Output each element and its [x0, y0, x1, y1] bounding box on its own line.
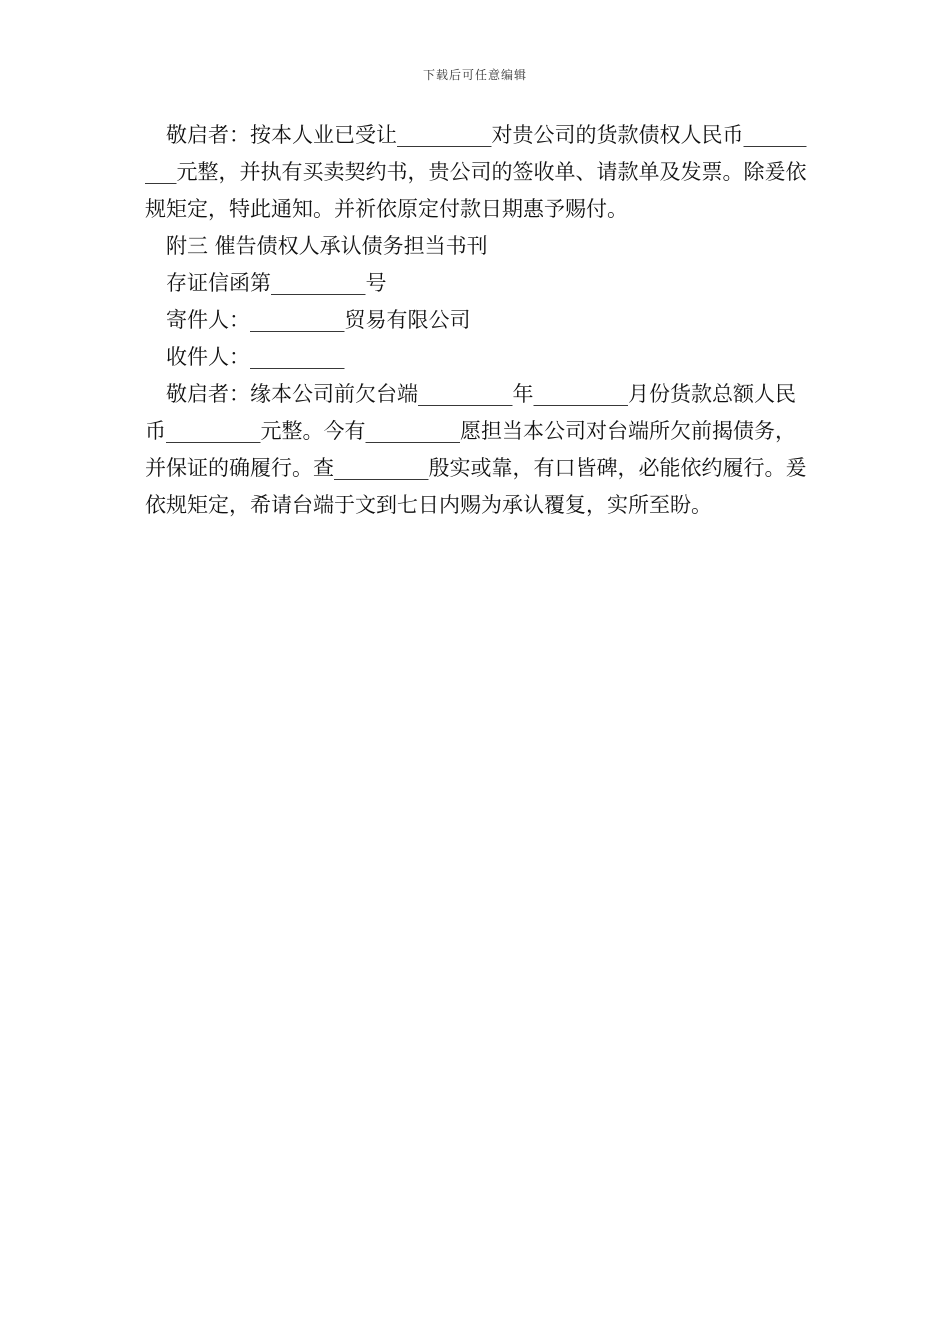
appendix-title: 附三 催告债权人承认债务担当书刊 [166, 234, 488, 258]
header-note: 下载后可任意编辑 [422, 68, 527, 82]
notice-paragraph: 敬启者：按本人业已受让_________对贵公司的货款债权人民币_________元整，并执有买卖契约书，贵公司的签收单、请款单及发票。除爰依规矩定，特此通知。并祈依原定付款日期惠予赐付。 [145, 123, 807, 221]
guarantee-paragraph: 敬启者：缘本公司前欠台端_________年_________月份货款总额人民币_________元整。今有_________愿担当本公司对台端所欠前揭债务，并保证的确履行。查_________殷实或靠，有口皆碑，必能依约履行。爰依规矩定，希请台端于文到七日内赐为承认覆复，实所至盼。 [145, 382, 807, 517]
document-body [145, 117, 810, 524]
sender-line: 寄件人：_________贸易有限公司 [166, 308, 471, 332]
recipient-line: 收件人：_________ [166, 345, 345, 369]
certificate-number-line: 存证信函第_________号 [166, 271, 387, 295]
